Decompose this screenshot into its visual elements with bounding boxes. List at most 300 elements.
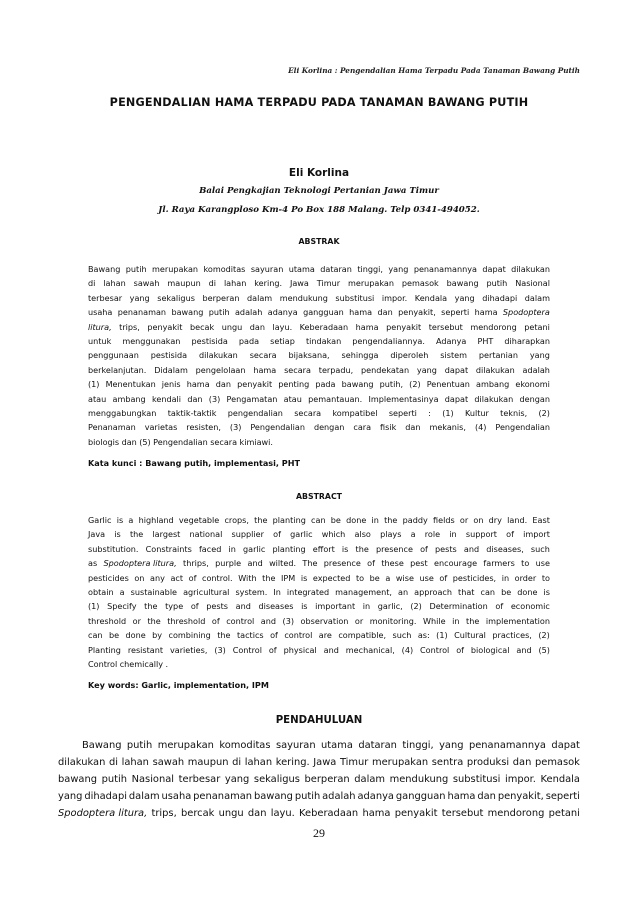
paper-title: PENGENDALIAN HAMA TERPADU PADA TANAMAN BAWANG PUTIH [109,96,529,109]
word: With [238,572,257,583]
word: Constraints [145,543,192,554]
word: ungu [218,808,244,819]
word: of [211,615,220,626]
word: Spodoptera litura, [58,808,148,819]
word: maupun [187,757,229,768]
text-line [88,363,550,377]
word: tersebut [441,808,484,819]
word: garlic [290,529,313,540]
word: dan [247,808,267,819]
word: penyakit [394,808,438,819]
text-line [58,737,580,754]
word: dan [249,321,265,332]
word: berperan [304,774,350,785]
word: observation [300,615,349,626]
word: dry [488,515,502,525]
word: a [128,515,134,525]
word: dan [512,757,532,768]
word: sehingga [341,350,379,361]
word: pemasok [401,278,439,289]
word: sayuran [250,264,284,274]
word: dilakukan [198,350,238,361]
word: (3) [208,393,221,404]
word: such [530,543,550,554]
word: is [301,601,308,612]
word: the [355,543,369,554]
word: (1) [88,601,100,612]
word: pada [315,379,336,390]
word: bawang [58,774,97,785]
word: combining [168,630,211,641]
text-line [58,788,580,805]
word: penggunaan [88,350,139,361]
word: Pengamatan [226,393,278,404]
word: mendorong [487,808,545,819]
word: pertanian [478,350,518,361]
word: national [189,529,223,540]
word: pestisida [191,335,228,346]
word: Pengendalian [495,422,550,433]
word: expected [312,572,351,583]
word: adanya [357,791,394,802]
word: done [517,586,538,597]
word: secara [210,436,238,447]
word: highland [138,515,174,525]
word: Jawa [313,757,337,768]
word: putih [101,774,127,785]
word: agricultural [183,586,230,597]
word: hama [474,307,498,318]
word: bawang [446,278,479,289]
text-line [88,377,550,391]
word: biologis [88,436,120,447]
word: taktik-taktik [167,407,217,418]
word: as [88,558,98,569]
word: be [108,630,120,641]
word: yang [129,292,150,303]
word: bawang [171,307,204,318]
author-name: Eli Korlina [288,167,350,179]
word: Planting [88,644,121,655]
word: tactics [236,630,264,641]
word: planting [272,543,306,554]
word: in [362,601,371,612]
word: ekonomi [515,379,550,390]
word: substitusi [452,774,501,785]
word: penyakit, [497,791,544,802]
word: Spodoptera [502,307,550,318]
word: trips, [119,321,140,332]
word: the [147,615,161,626]
pendahuluan-body [58,737,580,822]
text-line [88,348,550,362]
word: atau [88,393,107,404]
word: obtain [88,586,114,597]
word: a [410,529,416,540]
word: Timur [316,278,341,289]
word: hama [355,321,379,332]
word: sawah [133,278,160,289]
word: terpadu, [318,364,354,375]
word: petani [524,321,550,332]
word: Didalam [154,364,188,375]
word: sawah [152,757,185,768]
word: implementation [485,615,550,626]
text-line [88,542,550,556]
word: Penanaman [88,422,136,433]
word: dalam [128,791,160,802]
word: threshold [167,615,206,626]
word: yang [388,264,409,274]
word: gangguan [395,791,446,802]
word: any [150,572,165,583]
word: ambang [476,379,510,390]
word: varietas [144,422,178,433]
word: can [88,630,103,641]
word: to [521,558,530,569]
word: type [165,601,184,612]
word: Kendala [414,292,448,303]
word: by [152,630,163,641]
word: fields [433,515,455,525]
word: cara [353,422,372,433]
word: hama [253,364,277,375]
word: penyakit, [398,307,436,318]
word: seperti [545,791,580,802]
word: Nasional [131,774,175,785]
word: (2) [410,601,422,612]
running-head: Eli Korlina : Pengendalian Hama Terpadu Pada Tanaman Bawang Putih [288,66,580,75]
word: crops, [224,515,249,525]
word: putih, [379,379,404,390]
word: layu. [272,321,293,332]
word: approach [414,586,453,597]
text-line [88,435,550,449]
word: and [260,615,277,626]
text-line [88,527,550,541]
word: pesticides [88,572,129,583]
text-line [88,262,550,276]
word: dan [377,307,393,318]
text-line [88,305,550,319]
word: that [458,586,475,597]
word: the [254,515,268,525]
word: dengan [519,393,550,404]
word: Spodoptera litura, [103,558,177,569]
word: and [516,644,532,655]
word: dataran [320,264,352,274]
word: dan [187,393,203,404]
word: Jawa [289,278,309,289]
word: practices, [492,630,532,641]
word: (2) [538,407,550,418]
text-line [88,657,550,671]
word: hama [447,791,476,802]
word: impor. [381,292,408,303]
word: penanaman [117,307,167,318]
word: Penentuan [426,379,470,390]
word: (2) [409,379,421,390]
word: PHT [477,335,494,346]
word: system. [235,586,268,597]
word: hama [362,808,391,819]
word: secara [284,364,311,375]
word: putih [125,264,147,274]
word: dihadapi [482,292,518,303]
text-line [88,392,550,406]
word: or [354,615,364,626]
word: While [423,615,446,626]
word: of [367,558,375,569]
word: pests [435,543,457,554]
word: these [381,558,404,569]
word: dihadapi [84,791,127,802]
word: effort [312,543,335,554]
word: of [188,572,197,583]
abstrak-keywords: Kata kunci : Bawang putih, implementasi, PHT [88,458,301,468]
word: such [392,630,412,641]
word: pests [206,601,228,612]
word: layu. [270,808,295,819]
word: pestisida [150,350,188,361]
word: farmers [483,558,515,569]
text-line [58,771,580,788]
word: (5) [538,644,550,655]
word: fisik [380,422,397,433]
word: the [466,615,480,626]
word: kimiawi. [239,436,273,447]
word: putih [126,740,153,751]
word: secara [249,350,277,361]
word: dilakukan [511,264,550,274]
text-line [88,614,550,628]
word: bercak [180,808,215,819]
word: Keberadaan [299,808,359,819]
text-line [88,291,550,305]
word: also [354,529,371,540]
word: terbesar [88,292,123,303]
word: . [165,658,169,669]
text-line [88,406,550,420]
word: the [262,572,276,583]
word: adalah [322,791,356,802]
word: mendukung [279,292,328,303]
word: or [132,615,141,626]
word: sayuran [275,740,316,751]
word: (4) [474,422,487,433]
word: of [456,644,464,655]
word: can [311,515,326,525]
word: is [300,572,308,583]
word: a [385,572,391,583]
text-line [88,599,550,613]
pendahuluan-heading: PENDAHULUAN [275,715,363,726]
word: of [506,529,514,540]
word: utama [321,740,353,751]
word: Control [420,644,450,655]
word: is [543,586,550,597]
word: plays [380,529,402,540]
word: pesticides, [452,572,497,583]
word: Specify [107,601,137,612]
word: tinggi, [357,264,383,274]
word: penyakit [147,321,183,332]
text-line [58,805,580,822]
word: ungu [221,321,243,332]
abstrak-body [88,262,550,449]
word: The [302,558,318,569]
word: dan [477,791,496,802]
word: presence [323,558,361,569]
word: pengendaliannya. [352,335,425,346]
word: substitusi [335,292,375,303]
word: an [398,586,409,597]
word: Keberadaan [299,321,349,332]
text-line [88,320,550,334]
word: or [459,515,469,525]
word: usaha [161,791,192,802]
word: dapat [444,393,469,404]
abstrak-heading: ABSTRAK [298,237,340,246]
word: (3) [282,615,295,626]
word: litura, [88,321,112,332]
word: wise [395,572,414,583]
word: physical [283,644,317,655]
word: which [321,529,346,540]
word: Implementasinya [368,393,439,404]
word: tersebut [428,321,463,332]
word: diseases [258,601,294,612]
word: substitution. [88,543,139,554]
word: is [341,543,349,554]
word: on [134,572,145,583]
text-line [88,571,550,585]
word: becak [189,321,215,332]
word: jenis [161,379,181,390]
word: (3) [229,422,242,433]
word: di [208,278,217,289]
word: be [501,586,512,597]
word: in [371,515,379,525]
word: pemantauan. [308,393,363,404]
word: diperoleh [390,350,429,361]
word: petani [548,808,580,819]
word: control. [202,572,233,583]
word: role [424,529,441,540]
word: seperti [441,307,470,318]
word: is [116,515,124,525]
word: produksi [466,757,510,768]
word: komoditas [219,740,271,751]
word: teknis, [500,407,528,418]
word: dalam [354,774,385,785]
word: yang [416,364,437,375]
word: (1) [442,407,454,418]
word: of [270,630,278,641]
word: putih [208,307,230,318]
word: ambang [112,393,146,404]
word: kendali [151,393,182,404]
word: in [228,543,236,554]
word: economic [510,601,550,612]
word: dalam [247,292,273,303]
word: (1) [436,630,448,641]
word: monitoring. [369,615,417,626]
word: In [273,586,281,597]
word: berkelanjutan. [88,364,147,375]
word: in [501,572,510,583]
word: bawang [341,379,374,390]
word: the [144,601,158,612]
word: gangguan [303,307,344,318]
word: untuk [88,335,112,346]
word: and [463,543,480,554]
text-line [88,513,550,527]
word: mekanis, [429,422,466,433]
word: the [384,515,398,525]
word: integrated [286,586,330,597]
word: of [420,543,428,554]
word: threshold [88,615,127,626]
word: encourage [434,558,478,569]
word: pengendalian [227,407,283,418]
word: faced [198,543,222,554]
word: land. [507,515,528,525]
word: yang [454,292,475,303]
word: dan [121,436,137,447]
word: varieties, [169,644,208,655]
word: kompatibel [332,407,378,418]
word: dan [405,422,421,433]
word: berperan [202,292,240,303]
word: impor. [504,774,536,785]
word: Adanya [436,335,467,346]
abstract-keywords: Key words: Garlic, implementation, IPM [88,680,269,690]
word: Java [88,529,106,540]
word: diseases, [486,543,524,554]
word: of [190,601,199,612]
word: compatible, [338,630,387,641]
word: hama [349,307,373,318]
word: (5) [139,436,151,447]
word: merupakan [157,740,214,751]
text-line [88,643,550,657]
word: maupun [167,278,201,289]
word: di [88,278,96,289]
word: tindakan [305,335,342,346]
word: Kultur [464,407,489,418]
word: yang [439,740,464,751]
word: yang [58,791,83,802]
word: can [480,586,496,597]
text-line [88,420,550,434]
word: penting [278,379,310,390]
word: be [330,515,341,525]
word: support [465,529,497,540]
word: and [323,644,339,655]
word: penyakit [386,321,422,332]
word: are [318,630,332,641]
word: Cultural [454,630,486,641]
word: menggabungkan [88,407,157,418]
word: Pengendalian [250,422,305,433]
word: pengelolaan [195,364,246,375]
word: kering. [254,278,283,289]
page-number: 29 [313,826,325,840]
word: done [346,515,367,525]
word: mendukung [389,774,449,785]
word: of [273,529,281,540]
